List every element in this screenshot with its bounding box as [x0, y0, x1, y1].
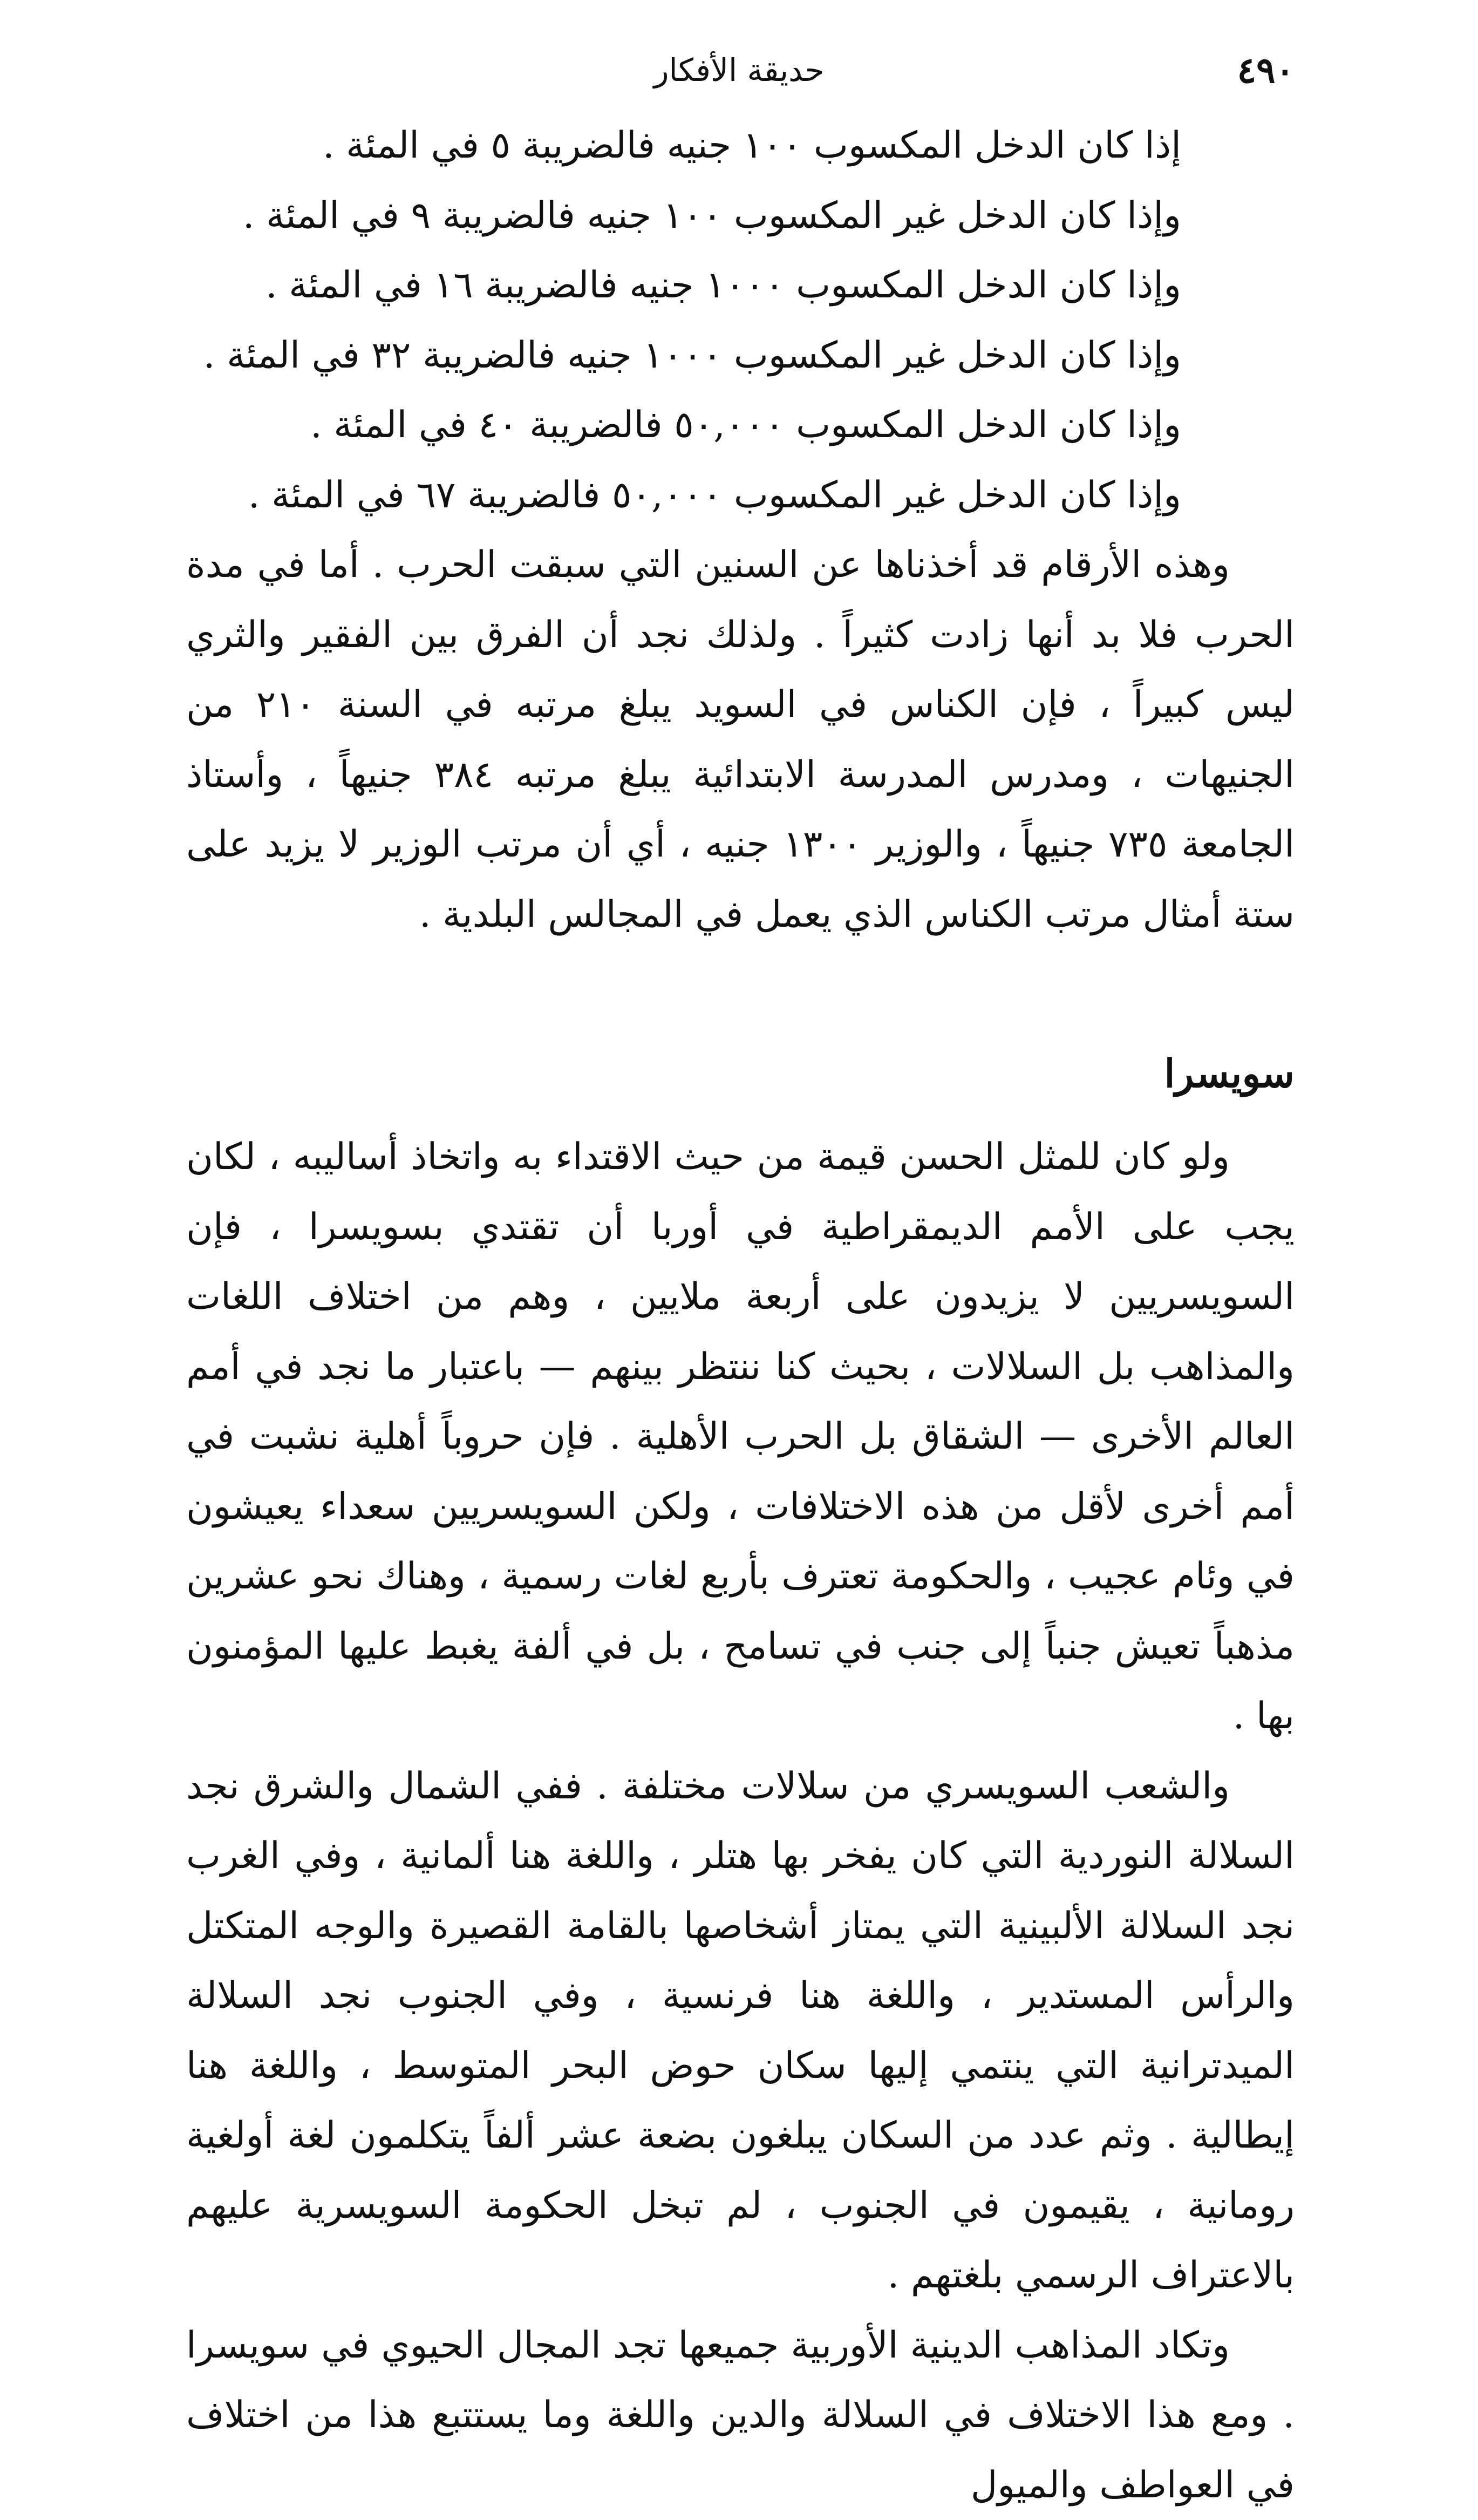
tax-rate-line: وإذا كان الدخل المكسوب ١٠٠٠ جنيه فالضريبة ١٦ في المئة .	[186, 250, 1295, 321]
page-number: ٤٩٠	[1237, 49, 1295, 91]
tax-rate-line: وإذا كان الدخل المكسوب ٥٠,٠٠٠ فالضريبة ٤٠ في المئة .	[186, 390, 1295, 460]
tax-rate-line: وإذا كان الدخل غير المكسوب ١٠٠٠ جنيه فالضريبة ٣٢ في المئة .	[186, 321, 1295, 391]
paragraph-democratic-example: ولو كان للمثل الحسن قيمة من حيث الاقتداء به واتخاذ أساليبه ، لكان يجب على الأمم الديمقراطية في أوربا أن تقتدي بسويسرا ، فإن السويسريين لا يزيدون على أربعة ملايين ، وهم من اختلاف اللغات والمذاهب بل السلالات ، بحيث كنا ننتظر بينهم — باعتبار ما نجد في أمم العالم الأخرى — الشقاق بل الحرب الأهلية . فإن حروباً أهلية نشبت في أمم أخرى لأقل من هذه الاختلافات ، ولكن السويسريين سعداء يعيشون في وئام عجيب ، والحكومة تعترف بأربع لغات رسمية ، وهناك نحو عشرين مذهباً تعيش جنباً إلى جنب في تسامح ، بل في ألفة يغبط عليها المؤمنون بها .	[186, 1122, 1295, 1751]
tax-rate-line: وإذا كان الدخل غير المكسوب ٥٠,٠٠٠ فالضريبة ٦٧ في المئة .	[186, 460, 1295, 531]
paragraph-religions: وتكاد المذاهب الدينية الأوربية جميعها تجد المجال الحيوي في سويسرا . ومع هذا الاختلاف في السلالة والدين واللغة وما يستتبع هذا من اختلاف في العواطف والميول	[186, 2311, 1295, 2520]
paragraph-swiss-races: والشعب السويسري من سلالات مختلفة . ففي الشمال والشرق نجد السلالة النوردية التي كان يفخر بها هتلر ، واللغة هنا ألمانية ، وفي الغرب نجد السلالة الألبينية التي يمتاز أشخاصها بالقامة القصيرة والوجه المتكتل والرأس المستدير ، واللغة هنا فرنسية ، وفي الجنوب نجد السلالة الميدترانية التي ينتمي إليها سكان حوض البحر المتوسط ، واللغة هنا إيطالية . وثم عدد من السكان يبلغون بضعة عشر ألفاً يتكلمون لغة أولغية رومانية ، يقيمون في الجنوب ، لم تبخل الحكومة السويسرية عليهم بالاعتراف الرسمي بلغتهم .	[186, 1751, 1295, 2311]
tax-rate-line: إذا كان الدخل المكسوب ١٠٠ جنيه فالضريبة ٥ في المئة .	[186, 111, 1295, 181]
tax-rate-list	[186, 111, 1295, 530]
running-title: حديقة الأفكار	[183, 52, 1295, 89]
tax-rate-line: وإذا كان الدخل غير المكسوب ١٠٠ جنيه فالضريبة ٩ في المئة .	[186, 181, 1295, 251]
section-title-switzerland: سويسرا	[186, 1041, 1295, 1106]
page-header	[183, 38, 1295, 103]
paragraph-salaries: وهذه الأرقام قد أخذناها عن السنين التي سبقت الحرب . أما في مدة الحرب فلا بد أنها زادت كثيراً . ولذلك نجد أن الفرق بين الفقير والثري ليس كبيراً ، فإن الكناس في السويد يبلغ مرتبه في السنة ٢١٠ من الجنيهات ، ومدرس المدرسة الابتدائية يبلغ مرتبه ٣٨٤ جنيهاً ، وأستاذ الجامعة ٧٣٥ جنيهاً ، والوزير ١٣٠٠ جنيه ، أي أن مرتب الوزير لا يزيد على ستة أمثال مرتب الكناس الذي يعمل في المجالس البلدية .	[186, 530, 1295, 949]
page-body	[186, 111, 1295, 2520]
